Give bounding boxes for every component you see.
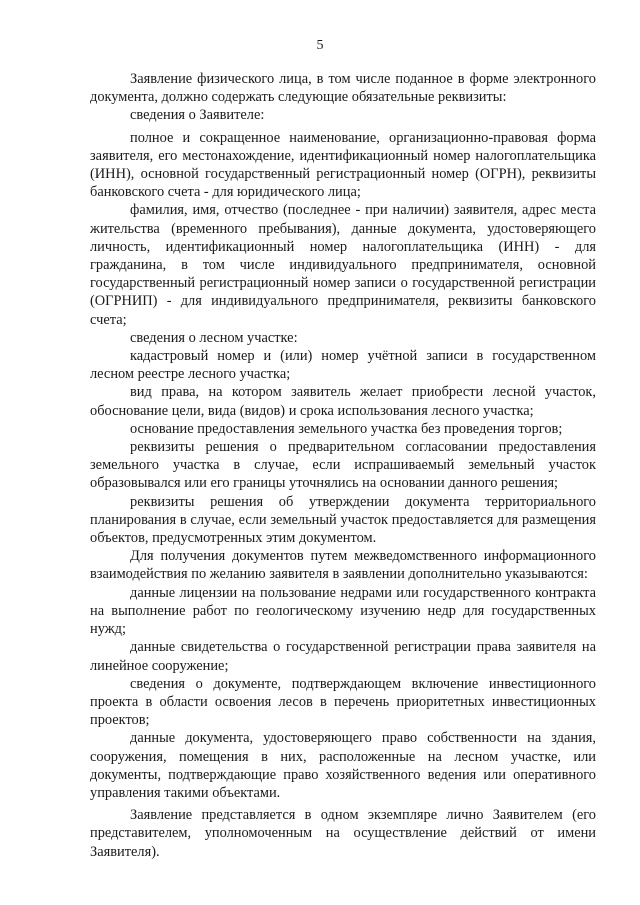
document-body [90,70,596,861]
paragraph: сведения о лесном участке: [130,329,298,346]
paragraph: полное и сокращенное наименование, организационно-правовая форма заявителя, его местонахождение, идентификационный номер налогоплательщика (ИНН), основной государственный регистрационный номер (ОГРН), реквизиты банковского счета - для юридического лица; [90,129,596,201]
paragraph: сведения о документе, подтверждающем включение инвестиционного проекта в области освоения лесов в перечень приоритетных инвестиционных проектов; [90,675,596,729]
paragraph: данные лицензии на пользование недрами или государственного контракта на выполнение работ по геологическому изучению недр для государственных нужд; [90,584,596,638]
paragraph: реквизиты решения об утверждении документа территориального планирования в случае, если земельный участок предоставляется для размещения объектов, предусмотренных этим документом. [90,493,596,547]
paragraph: Заявление представляется в одном экземпляре лично Заявителем (его представителем, уполномоченным на осуществление действий от имени Заявителя). [90,807,596,860]
paragraph: реквизиты решения о предварительном согласовании предоставления земельного участка в случае, если испрашиваемый земельный участок образовывался или его границы уточнялись на основании данного решения; [90,439,596,492]
paragraph: вид права, на котором заявитель желает приобрести лесной участок, обоснование цели, вида (видов) и срока использования лесного участка; [90,384,596,419]
paragraph: сведения о Заявителе: [130,107,265,124]
paragraph: Заявление физического лица, в том числе поданное в форме электронного документа, должно содержать следующие обязательные реквизиты: [90,71,596,106]
paragraph: фамилия, имя, отчество (последнее - при наличии) заявителя, адрес места жительства (временного пребывания), данные документа, удостоверяющего личность, идентификационный номер налогоплательщика (ИНН) - для гражданина, в том числе индивидуального предпринимателя, основной государственный регистрационный номер записи о государственной регистрации (ОГРНИП) - для индивидуального предпринимателя, реквизиты банковского счета; [90,202,596,328]
page-number: 5 [316,38,324,53]
paragraph: данные свидетельства о государственной регистрации права заявителя на линейное сооружение; [90,639,596,674]
paragraph: данные документа, удостоверяющего право собственности на здания, сооружения, помещения в них, расположенные на лесном участке, или документы, подтверждающие право хозяйственного ведения или оперативного управления такими объектами. [90,730,596,801]
paragraph: основание предоставления земельного участка без проведения торгов; [130,420,563,437]
paragraph: кадастровый номер и (или) номер учётной записи в государственном лесном реестре лесного участка; [90,348,596,383]
paragraph: Для получения документов путем межведомственного информационного взаимодействия по желанию заявителя в заявлении дополнительно указываются: [90,548,596,583]
